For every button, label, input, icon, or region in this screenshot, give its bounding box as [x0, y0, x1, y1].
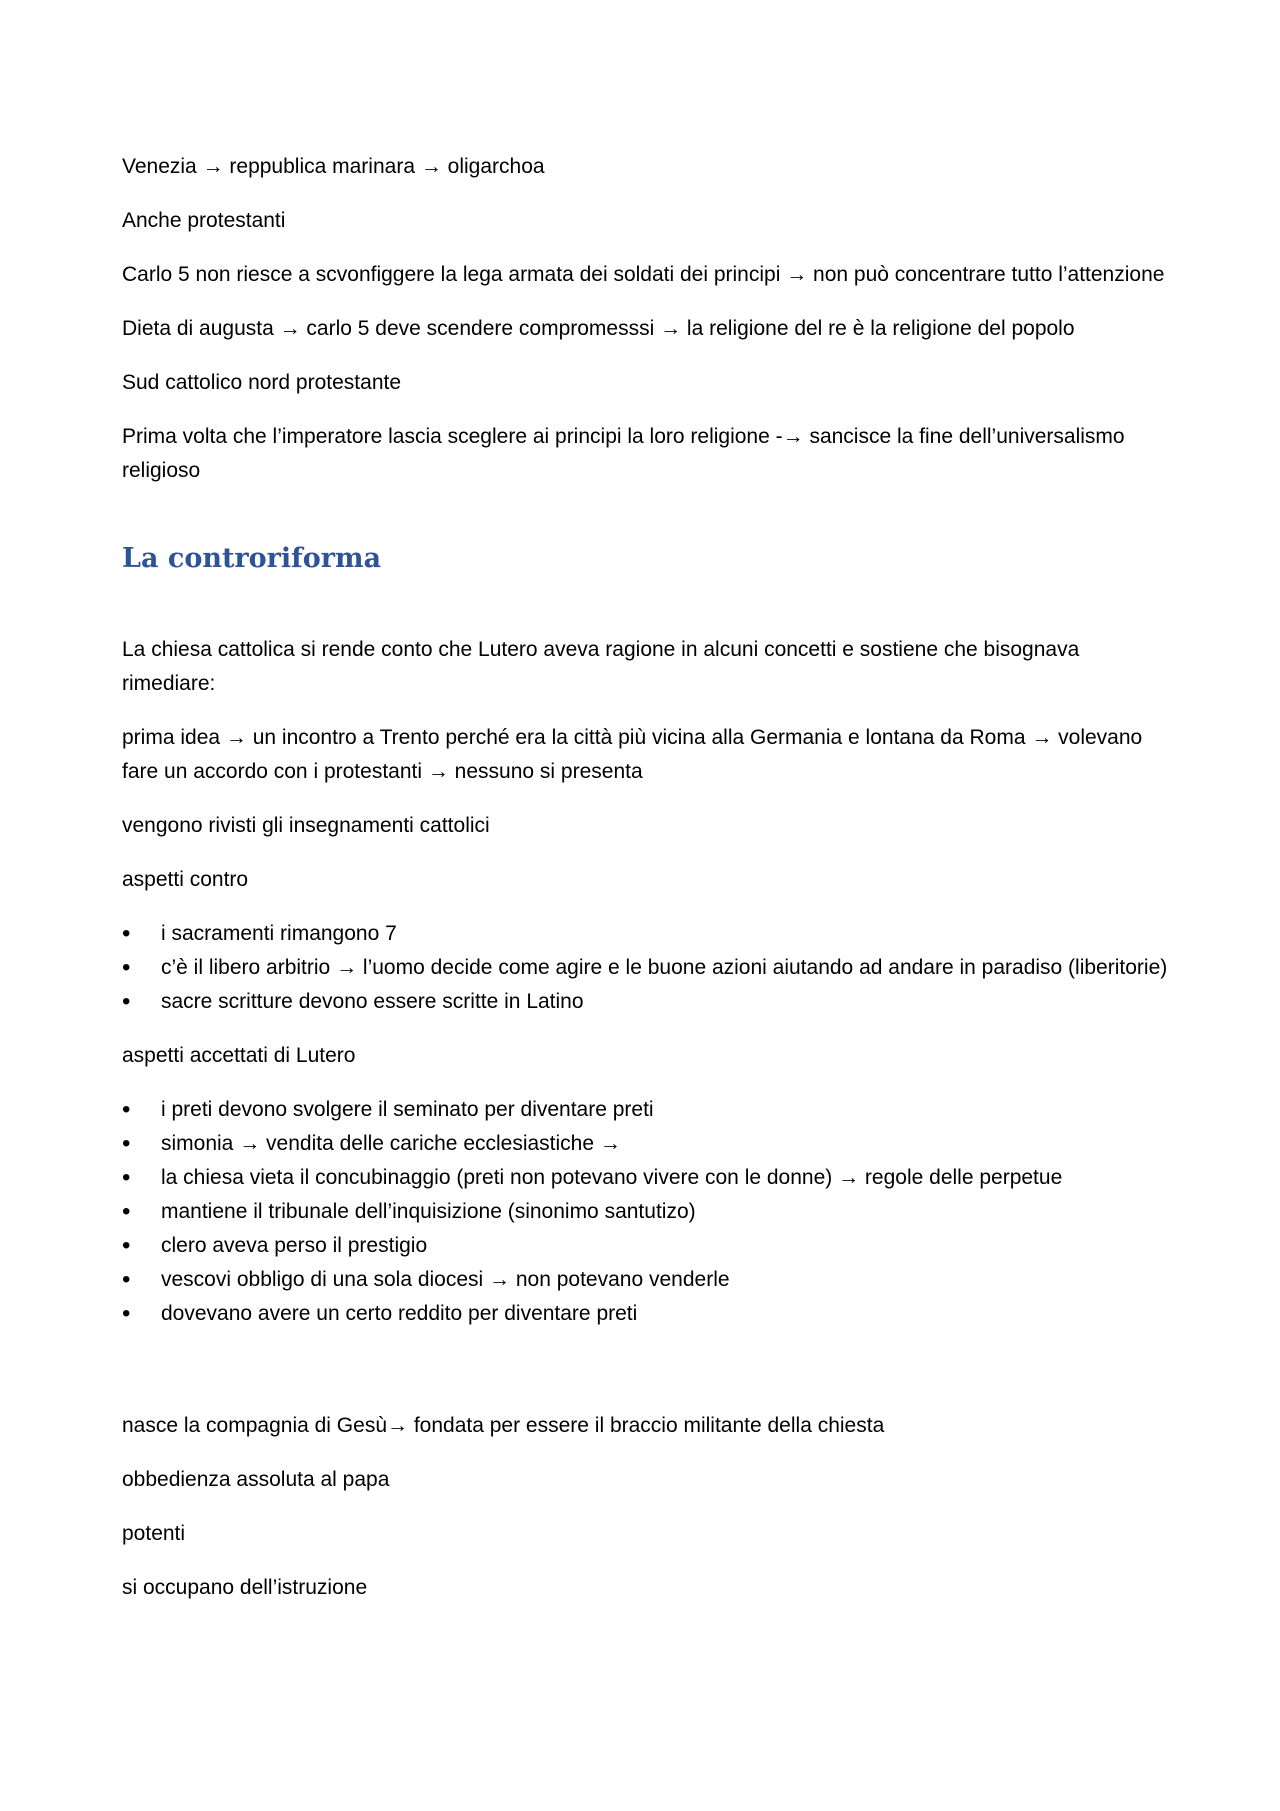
text-line-istruzione: si occupano dell’istruzione: [122, 1576, 368, 1599]
list-item: • mantiene il tribunale dell’inquisizione (sinonimo santutizo): [122, 1195, 1172, 1229]
text-line-prima-volta: Prima volta che l’imperatore lascia sceglere ai principi la loro religione -→ sancisce la fine dell’universalismo religioso: [122, 425, 1125, 482]
list-item: • simonia → vendita delle cariche ecclesiastiche →: [122, 1127, 1172, 1161]
list-item: • sacre scritture devono essere scritte in Latino: [122, 985, 1172, 1019]
list-item: • vescovi obbligo di una sola diocesi → non potevano venderle: [122, 1263, 1172, 1297]
bullet-list-contro: [122, 917, 1172, 1019]
text-line-venezia: Venezia → reppublica marinara → oligarchoa: [122, 155, 545, 178]
text-line-dieta: Dieta di augusta → carlo 5 deve scendere compromesssi → la religione del re è la religione del popolo: [122, 317, 1075, 340]
text-line-obbedienza: obbedienza assoluta al papa: [122, 1468, 390, 1491]
list-item: • c’è il libero arbitrio → l’uomo decide come agire e le buone azioni aiutando ad andare in paradiso (liberitorie): [122, 951, 1172, 985]
list-item: • dovevano avere un certo reddito per diventare preti: [122, 1297, 1172, 1331]
list-item: • i preti devono svolgere il seminato per diventare preti: [122, 1093, 1172, 1127]
text-line-compagnia: nasce la compagnia di Gesù→ fondata per essere il braccio militante della chiesta: [122, 1414, 885, 1437]
text-line-sud-nord: Sud cattolico nord protestante: [122, 371, 402, 394]
list-label-accettati: aspetti accettati di Lutero: [122, 1044, 356, 1067]
text-line-protestanti: Anche protestanti: [122, 209, 286, 232]
text-line-carlo5: Carlo 5 non riesce a scvonfiggere la lega armata dei soldati dei principi → non può concentrare tutto l’attenzione: [122, 263, 1165, 286]
text-line-intro: La chiesa cattolica si rende conto che Lutero aveva ragione in alcuni concetti e sostiene che bisognava rimediare:: [122, 638, 1080, 695]
list-item: • clero aveva perso il prestigio: [122, 1229, 1172, 1263]
section-heading: La controriforma: [122, 543, 382, 574]
text-line-potenti: potenti: [122, 1522, 186, 1545]
bullet-list-accettati: [122, 1093, 1172, 1331]
text-line-rivisti: vengono rivisti gli insegnamenti cattolici: [122, 814, 490, 837]
document-page: [122, 150, 1172, 1605]
list-item: • i sacramenti rimangono 7: [122, 917, 1172, 951]
list-item: • la chiesa vieta il concubinaggio (preti non potevano vivere con le donne) → regole delle perpetue: [122, 1161, 1172, 1195]
text-line-prima-idea: prima idea → un incontro a Trento perché era la città più vicina alla Germania e lontana da Roma → volevano fare un accordo con i protestanti → nessuno si presenta: [122, 726, 1143, 783]
list-label-contro: aspetti contro: [122, 868, 249, 891]
